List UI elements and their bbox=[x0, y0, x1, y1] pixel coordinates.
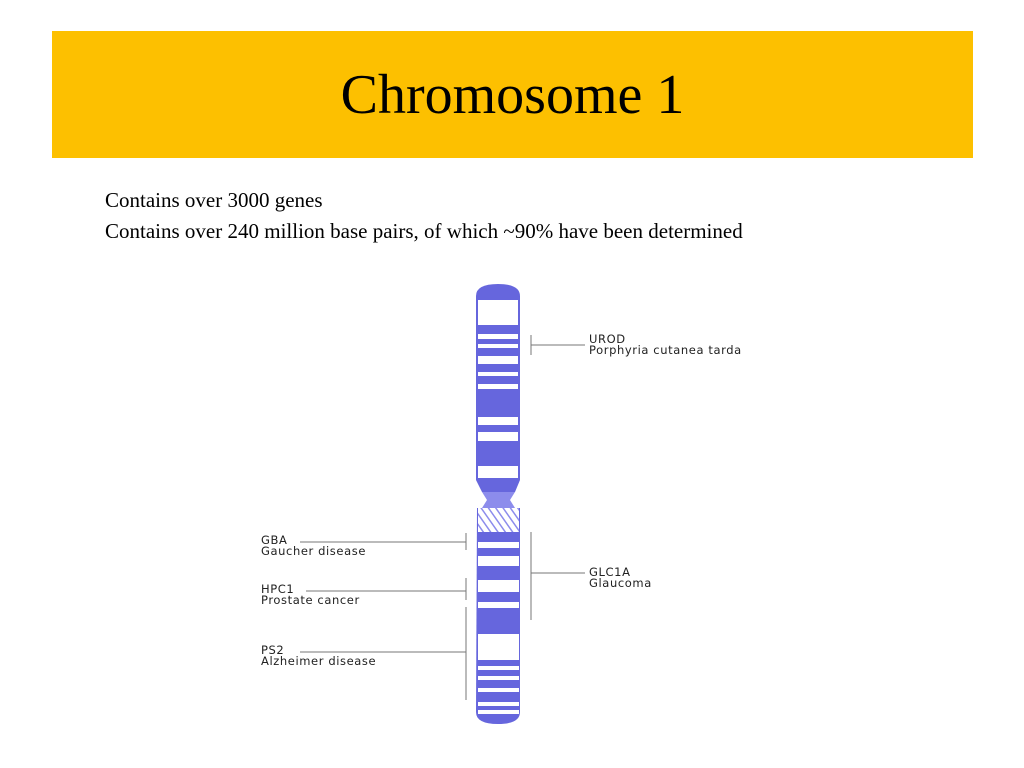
band bbox=[478, 344, 518, 348]
band bbox=[478, 556, 519, 566]
band bbox=[478, 417, 518, 425]
gene-disease-urod: Porphyria cutanea tarda bbox=[589, 343, 742, 357]
gene-symbol-ps2: PS2 bbox=[261, 643, 285, 657]
band bbox=[478, 702, 519, 706]
band bbox=[478, 384, 518, 389]
band bbox=[478, 372, 518, 376]
heterochromatin-region bbox=[478, 508, 519, 532]
slide-title: Chromosome 1 bbox=[340, 63, 685, 126]
band bbox=[478, 466, 518, 478]
band bbox=[478, 356, 518, 364]
gene-annotation-urod bbox=[531, 335, 585, 355]
band bbox=[478, 432, 518, 441]
gene-symbol-glc1a: GLC1A bbox=[589, 565, 631, 579]
band bbox=[478, 580, 519, 592]
bullet-gene-count: Contains over 3000 genes bbox=[105, 188, 323, 212]
chromosome-q-arm bbox=[476, 508, 520, 724]
gene-disease-hpc1: Prostate cancer bbox=[261, 593, 360, 607]
band bbox=[478, 334, 518, 339]
band bbox=[478, 666, 519, 670]
gene-symbol-gba: GBA bbox=[261, 533, 288, 547]
band bbox=[478, 676, 519, 680]
band bbox=[478, 602, 519, 608]
chromosome-p-arm bbox=[476, 284, 520, 492]
band bbox=[478, 542, 519, 548]
gene-symbol-hpc1: HPC1 bbox=[261, 582, 295, 596]
gene-disease-ps2: Alzheimer disease bbox=[261, 654, 377, 668]
band bbox=[478, 634, 519, 660]
band bbox=[478, 710, 519, 714]
gene-disease-glc1a: Glaucoma bbox=[589, 576, 652, 590]
gene-disease-gba: Gaucher disease bbox=[261, 544, 366, 558]
bullet-base-pairs: Contains over 240 million base pairs, of which ~90% have been determined bbox=[105, 219, 743, 243]
band bbox=[478, 688, 519, 692]
band bbox=[478, 300, 518, 325]
gene-symbol-urod: UROD bbox=[589, 332, 626, 346]
gene-annotation-glc1a bbox=[531, 532, 585, 620]
centromere bbox=[482, 492, 515, 508]
